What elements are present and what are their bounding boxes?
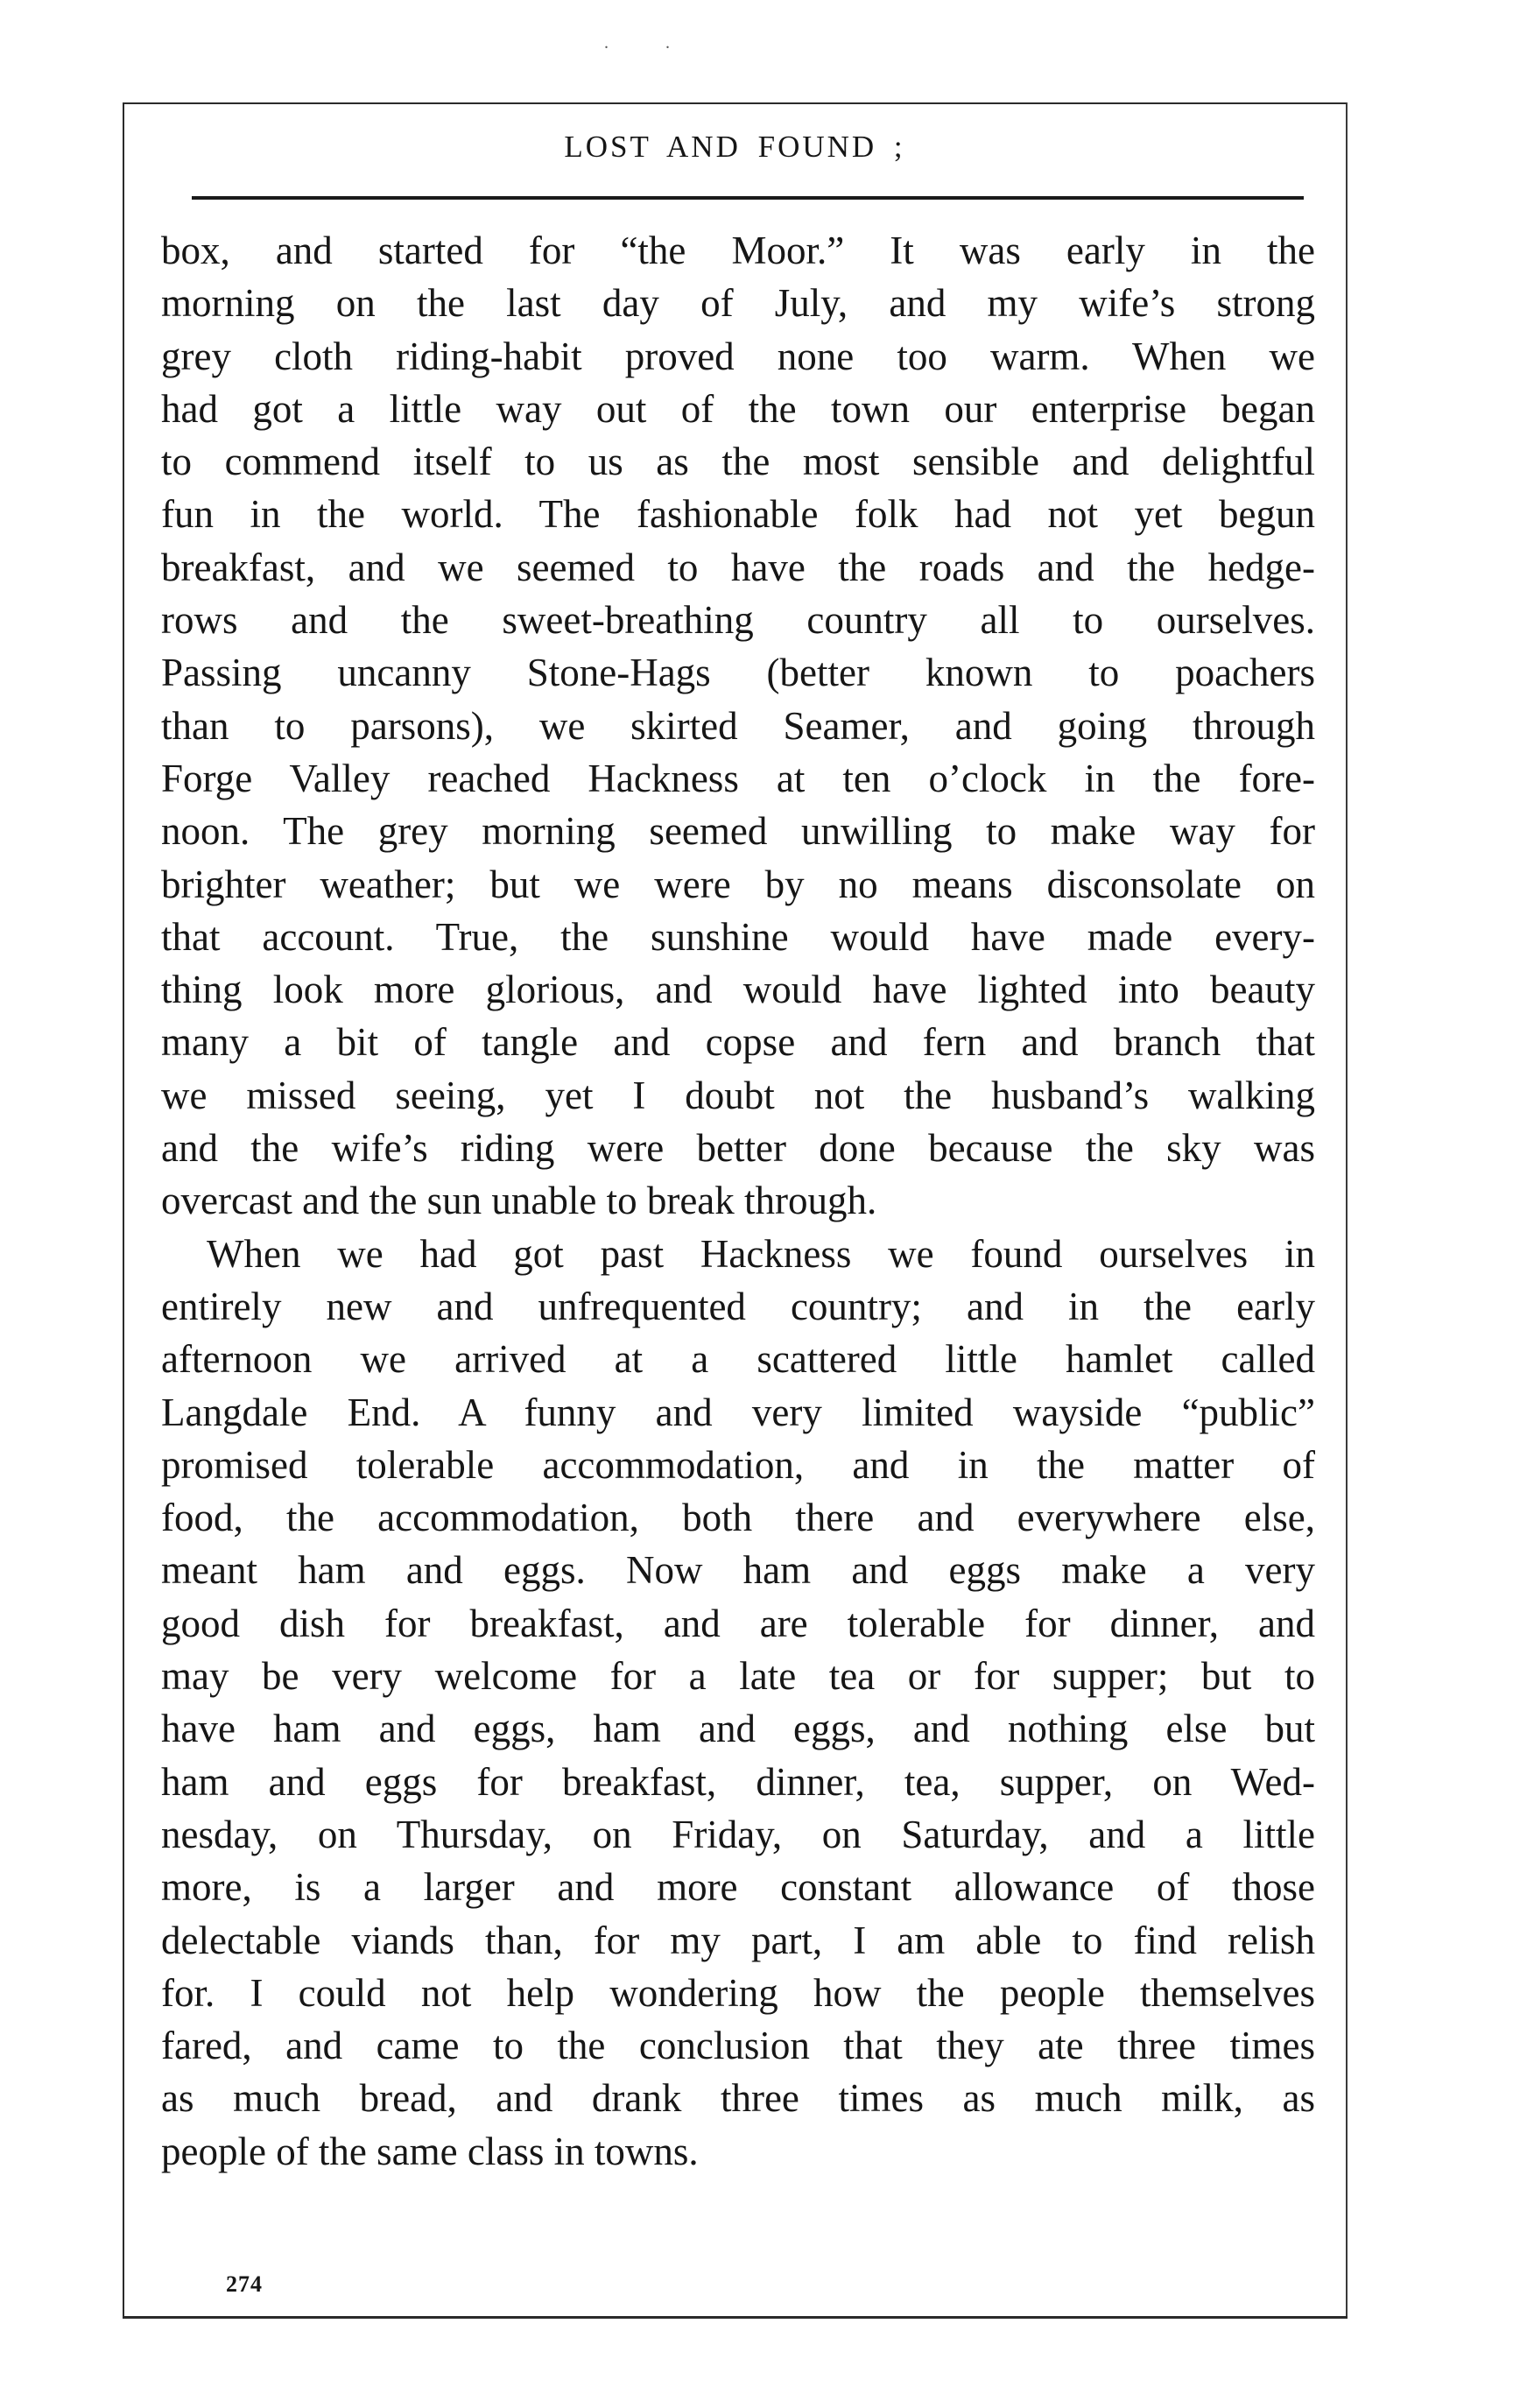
text-line: for. I could not help wondering how the people themselves xyxy=(161,1970,1315,2015)
text-line: that account. True, the sunshine would have made every- xyxy=(161,914,1315,959)
text-line: people of the same class in towns. xyxy=(161,2129,699,2173)
text-line: Forge Valley reached Hackness at ten o’clock in the fore- xyxy=(161,756,1315,800)
text-line: and the wife’s riding were better done because the sky was xyxy=(161,1126,1315,1171)
text-line: brighter weather; but we were by no means disconsolate on xyxy=(161,862,1315,906)
text-line: ham and eggs for breakfast, dinner, tea, supper, on Wed- xyxy=(161,1759,1315,1804)
text-line: than to parsons), we skirted Seamer, and going through xyxy=(161,703,1315,748)
text-line: nesday, on Thursday, on Friday, on Saturday, and a little xyxy=(161,1812,1315,1856)
text-line: food, the accommodation, both there and everywhere else, xyxy=(161,1496,1315,1540)
page-number: 274 xyxy=(226,2271,263,2297)
text-line: as much bread, and drank three times as much milk, as xyxy=(161,2076,1315,2121)
text-line: entirely new and unfrequented country; and in the early xyxy=(161,1284,1315,1328)
body-text xyxy=(161,224,1315,2178)
text-line: thing look more glorious, and would have lighted into beauty xyxy=(161,968,1315,1012)
text-line: breakfast, and we seemed to have the roads and the hedge- xyxy=(161,545,1315,589)
text-line: When we had got past Hackness we found ourselves in xyxy=(207,1231,1315,1276)
text-line: meant ham and eggs. Now ham and eggs make a very xyxy=(161,1548,1315,1593)
text-line: box, and started for “the Moor.” It was early in the xyxy=(161,229,1315,272)
head-rule xyxy=(192,196,1304,200)
text-line: fared, and came to the conclusion that they ate three times xyxy=(161,2024,1315,2068)
frame-right-rule xyxy=(1346,102,1348,2318)
frame-top-rule xyxy=(123,102,1346,104)
text-line: afternoon we arrived at a scattered little hamlet called xyxy=(161,1337,1315,1382)
text-line: promised tolerable accommodation, and in the matter of xyxy=(161,1442,1315,1487)
text-line: Langdale End. A funny and very limited wayside “public” xyxy=(161,1390,1315,1434)
text-line: noon. The grey morning seemed unwilling to make way for xyxy=(161,809,1315,854)
text-line: delectable viands than, for my part, I am able to find relish xyxy=(161,1918,1315,1962)
text-line: may be very welcome for a late tea or for supper; but to xyxy=(161,1654,1315,1699)
text-line: Passing uncanny Stone-Hags (better known to poachers xyxy=(161,651,1315,695)
specks: . . xyxy=(604,33,696,53)
running-head: LOST AND FOUND ; xyxy=(564,130,905,164)
text-line: good dish for breakfast, and are tolerable for dinner, and xyxy=(161,1601,1315,1645)
text-line: overcast and the sun unable to break through. xyxy=(161,1179,877,1223)
text-line: we missed seeing, yet I doubt not the husband’s walking xyxy=(161,1073,1315,1117)
text-line: morning on the last day of July, and my wife’s strong xyxy=(161,281,1315,326)
text-line: grey cloth riding-habit proved none too warm. When we xyxy=(161,334,1315,378)
text-line: fun in the world. The fashionable folk had not yet begun xyxy=(161,492,1315,537)
text-line: many a bit of tangle and copse and fern and branch that xyxy=(161,1020,1315,1065)
text-line: rows and the sweet-breathing country all to ourselves. xyxy=(161,598,1315,643)
frame-left-rule xyxy=(123,102,124,2318)
text-line: to commend itself to us as the most sensible and delightful xyxy=(161,440,1315,484)
text-line: have ham and eggs, ham and eggs, and nothing else but xyxy=(161,1707,1315,1751)
text-line: more, is a larger and more constant allowance of those xyxy=(161,1865,1315,1910)
frame-bottom-rule xyxy=(123,2316,1348,2319)
text-line: had got a little way out of the town our enterprise began xyxy=(161,386,1315,431)
